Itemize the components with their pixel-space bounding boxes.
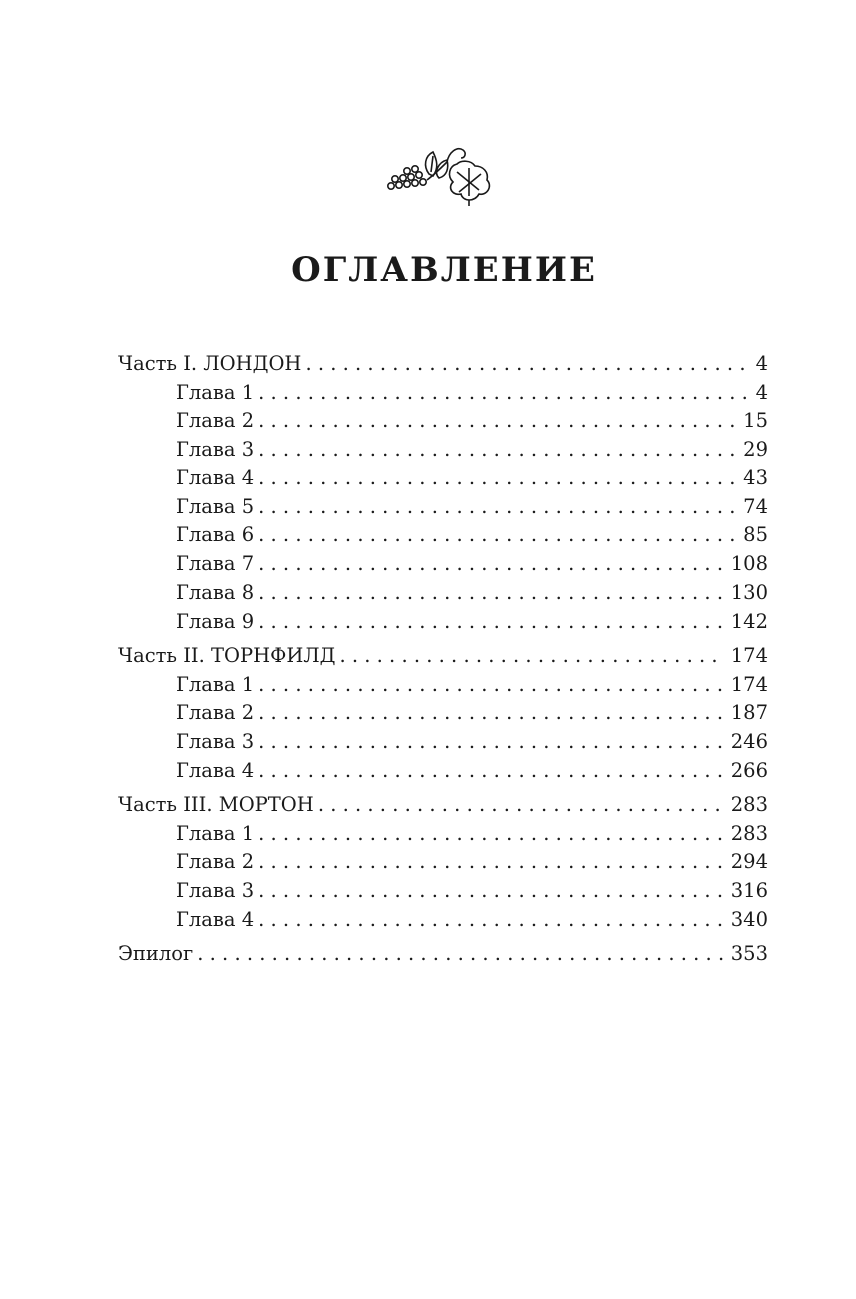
toc-chapter-entry[interactable] <box>118 905 768 934</box>
toc-page-number: 4 <box>755 352 768 375</box>
toc-entry-label: Глава 8 <box>176 581 255 604</box>
toc-page-number: 85 <box>743 523 768 546</box>
toc-chapter-entry[interactable] <box>118 847 768 876</box>
toc-entry-label: Глава 5 <box>176 495 255 518</box>
toc-page-number: 246 <box>730 730 768 753</box>
dot-leader <box>254 378 749 407</box>
dot-leader <box>301 349 749 378</box>
toc-entry-label: Часть III. МОРТОН <box>118 793 314 816</box>
dot-leader <box>254 670 725 699</box>
dot-leader <box>254 463 737 492</box>
dot-leader <box>254 578 725 607</box>
toc-entry-label: Глава 1 <box>176 673 255 696</box>
toc-entry-label: Глава 2 <box>176 701 255 724</box>
toc-entry-label: Часть I. ЛОНДОН <box>118 352 302 375</box>
toc-chapter-entry[interactable] <box>118 378 768 407</box>
toc-page-number: 340 <box>730 908 768 931</box>
toc-entry-label: Глава 1 <box>176 822 255 845</box>
toc-chapter-entry[interactable] <box>118 727 768 756</box>
toc-page-number: 142 <box>730 610 768 633</box>
dot-leader <box>254 847 725 876</box>
dot-leader <box>254 406 737 435</box>
dot-leader <box>254 819 725 848</box>
toc-entry-label: Глава 1 <box>176 381 255 404</box>
toc-page-number: 43 <box>743 466 768 489</box>
toc-entry-label: Глава 3 <box>176 438 255 461</box>
toc-chapter-entry[interactable] <box>118 435 768 464</box>
dot-leader <box>193 939 725 968</box>
dot-leader <box>254 756 725 785</box>
dot-leader <box>335 641 724 670</box>
toc-entry-label: Глава 4 <box>176 908 255 931</box>
toc-page-number: 294 <box>730 850 768 873</box>
toc-entry-label: Глава 7 <box>176 552 255 575</box>
toc-chapter-entry[interactable] <box>118 578 768 607</box>
toc-entry-label: Глава 3 <box>176 879 255 902</box>
dot-leader <box>254 698 725 727</box>
toc-chapter-entry[interactable] <box>118 876 768 905</box>
toc-page-number: 130 <box>730 581 768 604</box>
dot-leader <box>254 520 737 549</box>
toc-entry-label: Глава 2 <box>176 850 255 873</box>
toc-page-number: 174 <box>730 644 768 667</box>
toc-chapter-entry[interactable] <box>118 463 768 492</box>
toc-page-number: 174 <box>730 673 768 696</box>
toc-chapter-entry[interactable] <box>118 698 768 727</box>
toc-chapter-entry[interactable] <box>118 756 768 785</box>
toc-page-number: 4 <box>755 381 768 404</box>
toc-entry-label: Глава 2 <box>176 409 255 432</box>
toc-page-number: 316 <box>730 879 768 902</box>
dot-leader <box>254 607 725 636</box>
toc-chapter-entry[interactable] <box>118 549 768 578</box>
toc-chapter-entry[interactable] <box>118 607 768 636</box>
toc-page-number: 108 <box>730 552 768 575</box>
toc-chapter-entry[interactable] <box>118 406 768 435</box>
toc-page-number: 266 <box>730 759 768 782</box>
toc-entry-label: Глава 4 <box>176 759 255 782</box>
toc-entry-label: Глава 3 <box>176 730 255 753</box>
toc-page-number: 15 <box>743 409 768 432</box>
toc-page-number: 74 <box>743 495 768 518</box>
toc-entry-label: Часть II. ТОРНФИЛД <box>118 644 336 667</box>
toc-page-number: 29 <box>743 438 768 461</box>
toc-page-number: 283 <box>730 822 768 845</box>
dot-leader <box>254 492 737 521</box>
dot-leader <box>254 727 725 756</box>
dot-leader <box>254 549 725 578</box>
toc-chapter-entry[interactable] <box>118 670 768 699</box>
grapevine-ornament-icon <box>383 138 503 208</box>
toc-entry-label: Глава 9 <box>176 610 255 633</box>
toc-part-entry[interactable] <box>118 641 768 670</box>
toc-entry-label: Эпилог <box>118 942 194 965</box>
toc-chapter-entry[interactable] <box>118 492 768 521</box>
toc-part-entry[interactable] <box>118 790 768 819</box>
toc-page-number: 187 <box>730 701 768 724</box>
dot-leader <box>254 435 737 464</box>
toc-chapter-entry[interactable] <box>118 819 768 848</box>
toc-chapter-entry[interactable] <box>118 520 768 549</box>
toc-part-entry[interactable] <box>118 939 768 968</box>
dot-leader <box>254 905 725 934</box>
toc-page-number: 283 <box>730 793 768 816</box>
page-title: ОГЛАВЛЕНИЕ <box>291 250 597 290</box>
toc-entry-label: Глава 6 <box>176 523 255 546</box>
toc-page-number: 353 <box>730 942 768 965</box>
dot-leader <box>254 876 725 905</box>
toc-part-entry[interactable] <box>118 349 768 378</box>
toc-entry-label: Глава 4 <box>176 466 255 489</box>
dot-leader <box>314 790 725 819</box>
